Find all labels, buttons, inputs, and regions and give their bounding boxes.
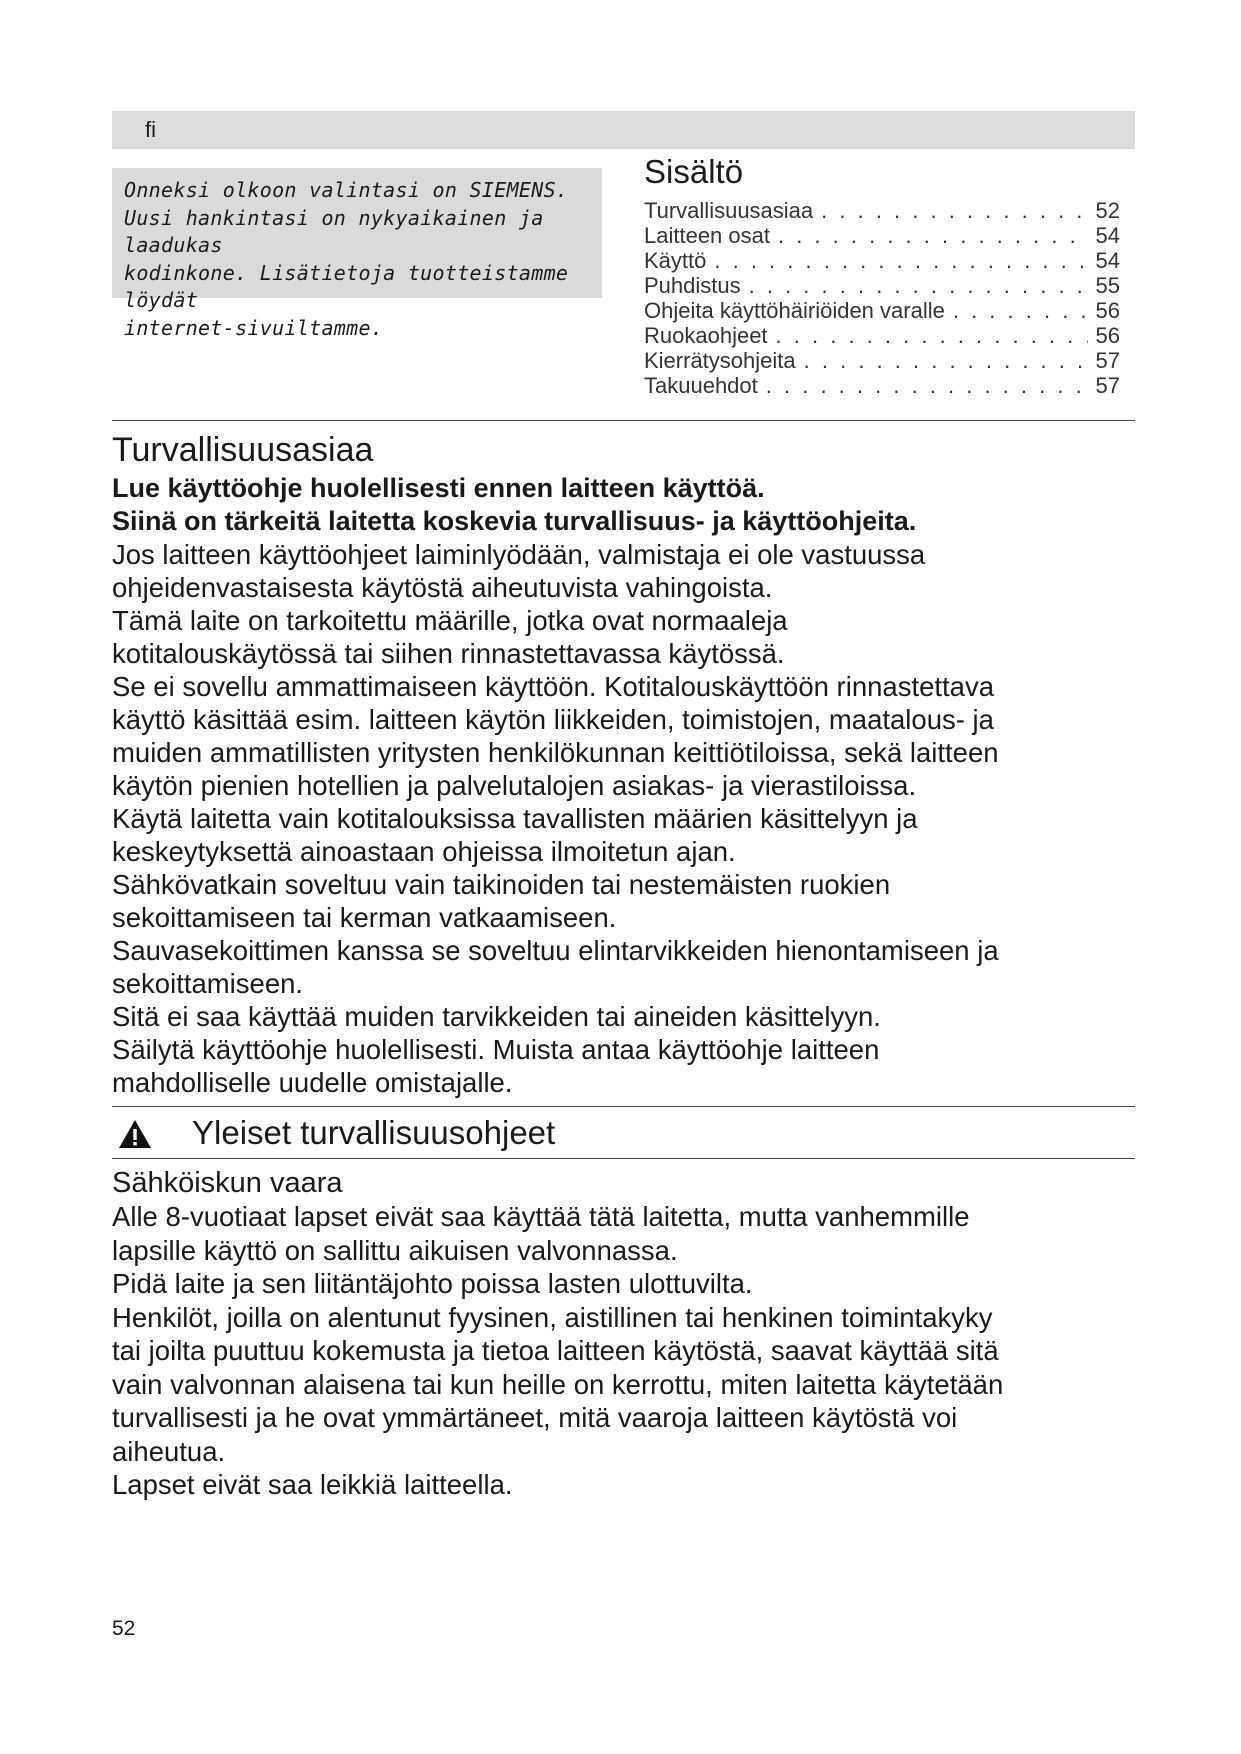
toc-leader — [821, 198, 1087, 223]
body-line: kotitalouskäytössä tai siihen rinnastettavassa käytössä. — [112, 638, 785, 669]
toc-item-page: 57 — [1095, 348, 1120, 373]
page-number: 52 — [112, 1617, 136, 1640]
toc-item-page: 57 — [1095, 373, 1120, 398]
body-line: Sitä ei saa käyttää muiden tarvikkeiden tai aineiden käsittelyyn. — [112, 1001, 881, 1032]
toc-item[interactable] — [644, 248, 1120, 273]
body-line: mahdolliselle uudelle omistajalle. — [112, 1067, 513, 1098]
body-line: Pidä laite ja sen liitäntäjohto poissa lasten ulottuvilta. — [112, 1268, 753, 1299]
body-line: Jos laitteen käyttöohjeet laiminlyödään, valmistaja ei ole vastuussa — [112, 539, 926, 570]
toc-item-page: 56 — [1095, 323, 1120, 348]
body-line: keskeytyksettä ainoastaan ohjeissa ilmoitetun ajan. — [112, 836, 736, 867]
toc-item-label: Takuuehdot — [644, 373, 758, 398]
toc-item[interactable] — [644, 298, 1120, 323]
toc-title: Sisältö — [644, 153, 744, 190]
body-line: käytön pienien hotellien ja palvelutalojen asiakas- ja vierastiloissa. — [112, 770, 917, 801]
toc-item[interactable] — [644, 348, 1120, 373]
toc-leader — [953, 298, 1088, 323]
body-line: Se ei sovellu ammattimaiseen käyttöön. Kotitalouskäyttöön rinnastettava — [112, 671, 995, 702]
toc-item[interactable] — [644, 373, 1120, 398]
intro-box — [112, 168, 602, 340]
general-safety-header — [112, 1109, 1135, 1157]
body-line: Säilytä käyttöohje huolellisesti. Muista antaa käyttöohje laitteen — [112, 1034, 880, 1065]
section-divider — [112, 420, 1135, 421]
body-line: vain valvonnan alaisena tai kun heille on kerrottu, miten laitetta käytetään — [112, 1368, 1004, 1400]
subsection-title: Sähköiskun vaara — [112, 1167, 343, 1199]
body-line: Alle 8-vuotiaat lapset eivät saa käyttää tätä laitetta, mutta vanhemmille — [112, 1201, 970, 1232]
language-bar — [112, 111, 1135, 149]
toc-leader — [776, 323, 1088, 348]
toc-item-label: Ruokaohjeet — [644, 323, 768, 348]
body-line: Käytä laitetta vain kotitalouksissa tavallisten määrien käsittelyyn ja — [112, 803, 918, 834]
toc-item-label: Kierrätysohjeita — [644, 348, 796, 373]
warning-icon — [117, 1118, 153, 1150]
body-line: sekoittamiseen. — [112, 968, 304, 999]
electric-shock-section — [112, 1166, 1142, 1502]
toc-item[interactable] — [644, 273, 1120, 298]
toc-item-page: 54 — [1095, 223, 1120, 248]
body-line: lapsille käyttö on sallittu aikuisen valvonnassa. — [112, 1234, 678, 1266]
table-of-contents — [644, 150, 1120, 398]
intro-line: internet-sivuiltamme. — [124, 315, 384, 340]
body-line: muiden ammatillisten yritysten henkilökunnan keittiötiloissa, sekä laitteen — [112, 737, 999, 768]
general-safety-title: Yleiset turvallisuusohjeet — [192, 1114, 556, 1151]
body-line: Tämä laite on tarkoitettu määrille, jotka ovat normaaleja — [112, 605, 788, 636]
body-line: turvallisesti ja he ovat ymmärtäneet, mitä vaaroja laitteen käytöstä voi — [112, 1402, 958, 1433]
intro-line: kodinkone. Lisätietoja tuotteistamme löydät — [124, 260, 569, 312]
body-line: aiheutua. — [112, 1435, 226, 1467]
toc-item-page: 55 — [1095, 273, 1120, 298]
bold-notice: Lue käyttöohje huolellisesti ennen laitteen käyttöä. — [112, 473, 765, 503]
section-divider — [112, 1106, 1135, 1107]
toc-leader — [766, 373, 1088, 398]
toc-leader — [778, 223, 1088, 248]
toc-leader — [749, 273, 1088, 298]
toc-item-page: 56 — [1095, 298, 1120, 323]
body-line: ohjeidenvastaisesta käytöstä aiheutuvista vahingoista. — [112, 572, 773, 603]
toc-item[interactable] — [644, 223, 1120, 248]
toc-item-label: Turvallisuusasiaa — [644, 198, 814, 223]
body-line: tai joilta puuttuu kokemusta ja tietoa laitteen käytöstä, saavat käyttää sitä — [112, 1335, 999, 1366]
toc-item[interactable] — [644, 198, 1120, 223]
body-line: Henkilöt, joilla on alentunut fyysinen, aistillinen tai henkinen toimintakyky — [112, 1301, 993, 1333]
toc-item-label: Ohjeita käyttöhäiriöiden varalle — [644, 298, 945, 323]
toc-item-label: Käyttö — [644, 248, 707, 273]
section-title: Turvallisuusasiaa — [112, 431, 374, 469]
section-divider — [112, 1158, 1135, 1159]
bold-notice: Siinä on tärkeitä laitetta koskevia turvallisuus- ja käyttöohjeita. — [112, 506, 917, 536]
body-line: käyttö käsittää esim. laitteen käytön liikkeiden, toimistojen, maatalous- ja — [112, 704, 994, 735]
toc-leader — [714, 248, 1087, 273]
intro-line: Uusi hankintasi on nykyaikainen ja laadukas — [124, 205, 544, 257]
body-line: sekoittamiseen tai kerman vatkaamiseen. — [112, 902, 617, 933]
toc-item-page: 52 — [1095, 198, 1120, 223]
toc-item-label: Laitteen osat — [644, 223, 770, 248]
toc-leader — [804, 348, 1088, 373]
body-line: Sähkövatkain soveltuu vain taikinoiden tai nestemäisten ruokien — [112, 869, 891, 900]
intro-line: Onneksi olkoon valintasi on SIEMENS. — [124, 178, 569, 202]
body-line: Lapset eivät saa leikkiä laitteella. — [112, 1469, 513, 1500]
toc-item[interactable] — [644, 323, 1120, 348]
toc-item-page: 54 — [1095, 248, 1120, 273]
body-line: Sauvasekoittimen kanssa se soveltuu elintarvikkeiden hienontamiseen ja — [112, 935, 999, 966]
toc-item-label: Puhdistus — [644, 273, 741, 298]
safety-section — [112, 428, 1142, 1099]
language-code: fi — [145, 117, 156, 142]
